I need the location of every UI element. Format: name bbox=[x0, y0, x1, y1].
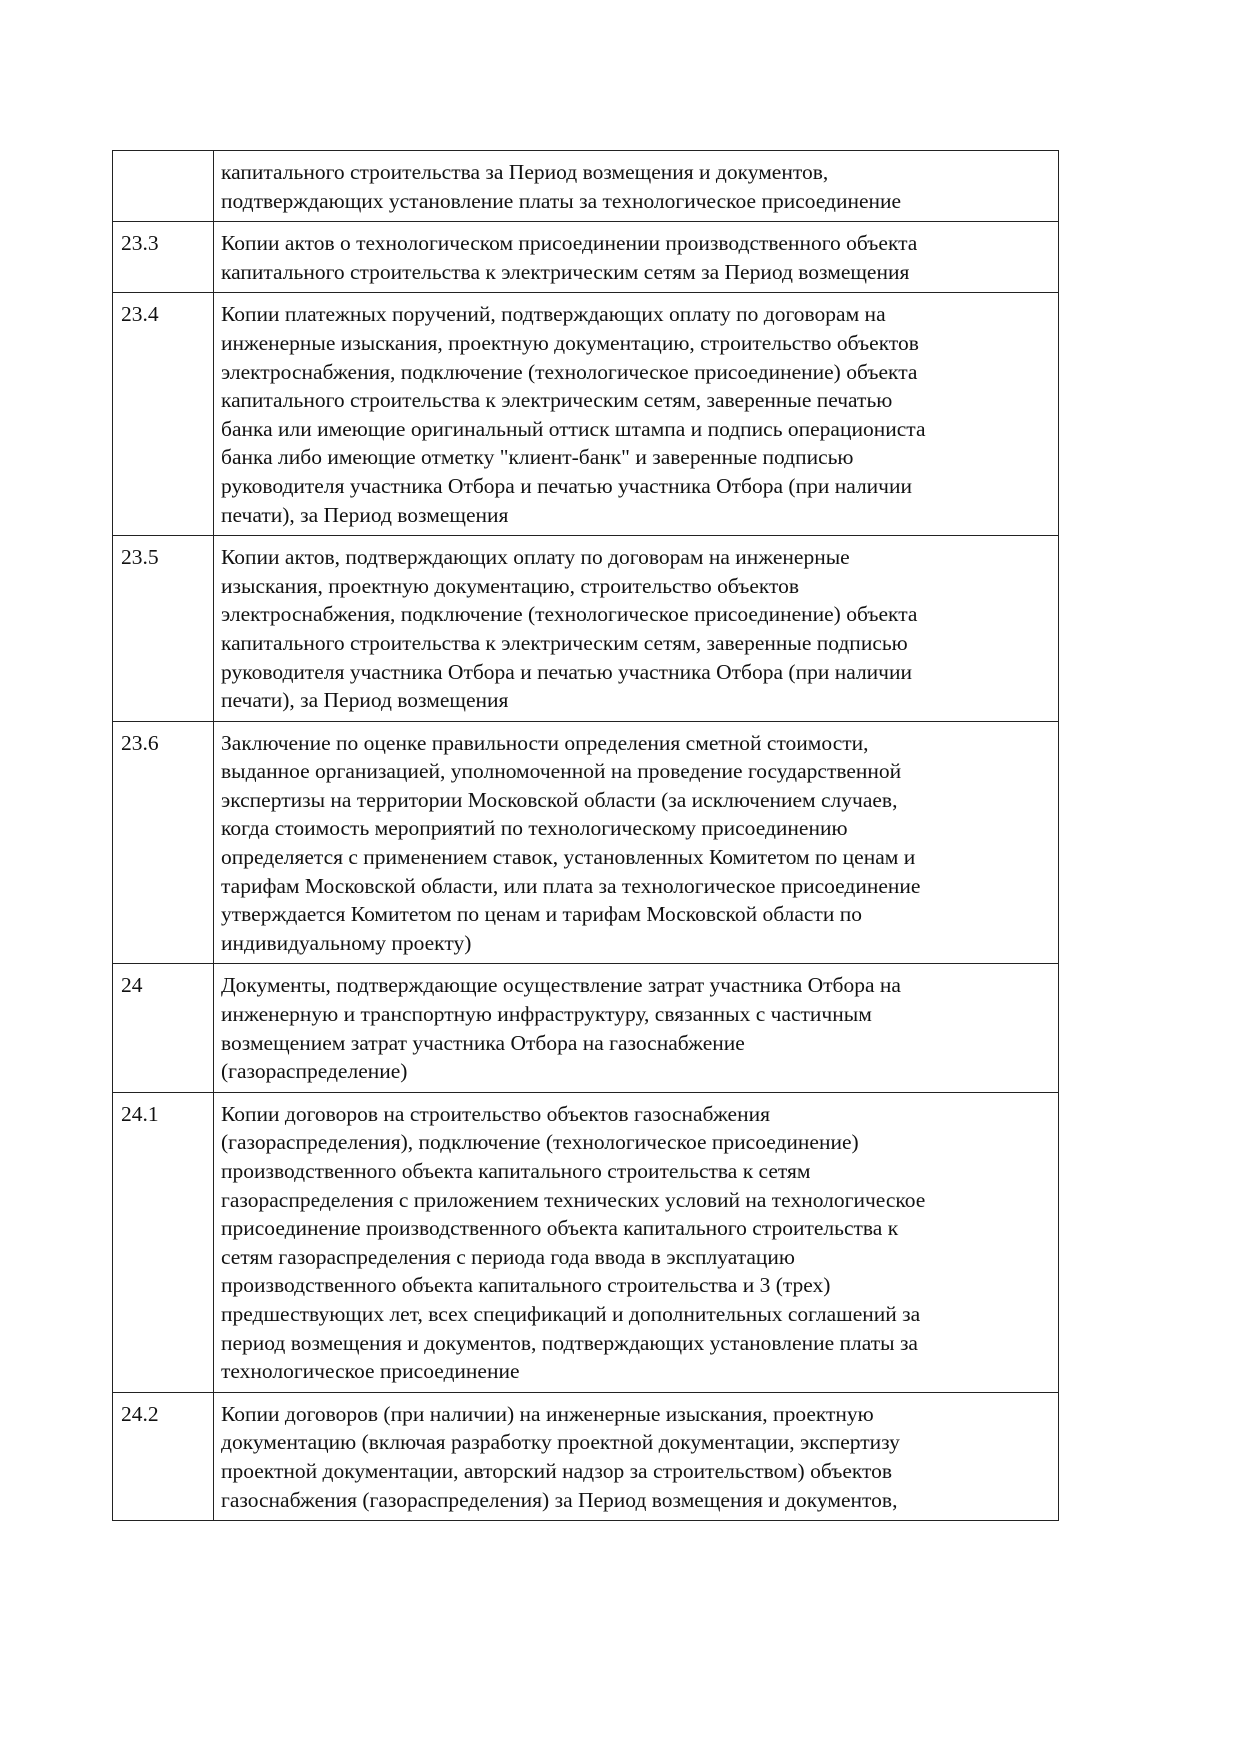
table-row bbox=[113, 964, 1059, 1092]
text-line: Копии актов, подтверждающих оплату по договорам на инженерные bbox=[221, 545, 850, 570]
text-line: Копии договоров (при наличии) на инженерные изыскания, проектную bbox=[221, 1401, 874, 1426]
text-line: газоснабжения (газораспределения) за Период возмещения и документов, bbox=[221, 1487, 898, 1512]
text-line: электроснабжения, подключение (технологическое присоединение) объекта bbox=[221, 602, 918, 627]
text-line: печати), за Период возмещения bbox=[221, 688, 509, 713]
row-text bbox=[214, 293, 1059, 536]
row-number bbox=[113, 151, 214, 222]
row-number: 24 bbox=[113, 964, 214, 1092]
text-line: технологическое присоединение bbox=[221, 1359, 520, 1384]
row-number: 23.6 bbox=[113, 721, 214, 964]
row-text bbox=[214, 964, 1059, 1092]
text-line: электроснабжения, подключение (технологическое присоединение) объекта bbox=[221, 359, 918, 384]
row-number: 24.2 bbox=[113, 1392, 214, 1520]
text-line: подтверждающих установление платы за технологическое присоединение bbox=[221, 188, 902, 213]
text-line: (газораспределение) bbox=[221, 1059, 408, 1084]
text-line: газораспределения с приложением технических условий на технологическое bbox=[221, 1187, 926, 1212]
text-line: производственного объекта капитального строительства и 3 (трех) bbox=[221, 1273, 831, 1298]
table-row bbox=[113, 293, 1059, 536]
text-line: Копии платежных поручений, подтверждающих оплату по договорам на bbox=[221, 302, 886, 327]
text-line: инженерную и транспортную инфраструктуру, связанных с частичным bbox=[221, 1002, 872, 1027]
text-line: выданное организацией, уполномоченной на проведение государственной bbox=[221, 759, 902, 784]
row-number: 23.3 bbox=[113, 222, 214, 293]
text-line: капитального строительства к электрическим сетям за Период возмещения bbox=[221, 259, 910, 284]
text-line: Копии актов о технологическом присоединении производственного объекта bbox=[221, 231, 918, 256]
text-line: капитального строительства за Период возмещения и документов, bbox=[221, 160, 829, 184]
row-text bbox=[214, 721, 1059, 964]
text-line: капитального строительства к электрическим сетям, заверенные подписью bbox=[221, 630, 908, 655]
text-line: Копии договоров на строительство объектов газоснабжения bbox=[221, 1101, 770, 1126]
text-line: производственного объекта капитального строительства к сетям bbox=[221, 1159, 811, 1183]
text-line: экспертизы на территории Московской области (за исключением случаев, bbox=[221, 787, 898, 812]
text-line: банка либо имеющие отметку "клиент-банк" и заверенные подписью bbox=[221, 445, 854, 470]
row-text bbox=[214, 222, 1059, 293]
text-line: тарифам Московской области, или плата за технологическое присоединение bbox=[221, 873, 921, 898]
table-row bbox=[113, 1092, 1059, 1392]
text-line: изыскания, проектную документацию, строительство объектов bbox=[221, 573, 800, 598]
text-line: инженерные изыскания, проектную документацию, строительство объектов bbox=[221, 330, 919, 355]
row-text bbox=[214, 151, 1059, 222]
text-line: присоединение производственного объекта капитального строительства к bbox=[221, 1216, 899, 1241]
document-table bbox=[112, 150, 1059, 1521]
row-text bbox=[214, 536, 1059, 722]
table-row bbox=[113, 1392, 1059, 1520]
text-line: период возмещения и документов, подтверждающих установление платы за bbox=[221, 1330, 918, 1355]
text-line: капитального строительства к электрическим сетям, заверенные печатью bbox=[221, 388, 893, 413]
text-line: когда стоимость мероприятий по технологическому присоединению bbox=[221, 816, 848, 841]
text-line: Заключение по оценке правильности определения сметной стоимости, bbox=[221, 730, 869, 755]
text-line: предшествующих лет, всех спецификаций и дополнительных соглашений за bbox=[221, 1301, 921, 1326]
text-line: сетям газораспределения с периода года ввода в эксплуатацию bbox=[221, 1244, 795, 1269]
text-line: печати), за Период возмещения bbox=[221, 502, 509, 527]
table-row bbox=[113, 222, 1059, 293]
text-line: руководителя участника Отбора и печатью участника Отбора (при наличии bbox=[221, 659, 913, 684]
text-line: утверждается Комитетом по ценам и тарифам Московской области по bbox=[221, 902, 862, 927]
row-number: 23.5 bbox=[113, 536, 214, 722]
text-line: возмещением затрат участника Отбора на газоснабжение bbox=[221, 1030, 745, 1055]
table-row bbox=[113, 151, 1059, 222]
text-line: Документы, подтверждающие осуществление затрат участника Отбора на bbox=[221, 973, 901, 998]
text-line: (газораспределения), подключение (технологическое присоединение) bbox=[221, 1130, 859, 1155]
text-line: банка или имеющие оригинальный оттиск штампа и подпись операциониста bbox=[221, 416, 926, 441]
text-line: индивидуальному проекту) bbox=[221, 930, 472, 955]
text-line: определяется с применением ставок, установленных Комитетом по ценам и bbox=[221, 845, 916, 870]
row-number: 23.4 bbox=[113, 293, 214, 536]
row-text bbox=[214, 1092, 1059, 1392]
text-line: руководителя участника Отбора и печатью участника Отбора (при наличии bbox=[221, 473, 913, 498]
table-row bbox=[113, 721, 1059, 964]
text-line: проектной документации, авторский надзор за строительством) объектов bbox=[221, 1458, 893, 1483]
text-line: документацию (включая разработку проектной документации, экспертизу bbox=[221, 1430, 900, 1455]
row-number: 24.1 bbox=[113, 1092, 214, 1392]
table-row bbox=[113, 536, 1059, 722]
row-text bbox=[214, 1392, 1059, 1520]
